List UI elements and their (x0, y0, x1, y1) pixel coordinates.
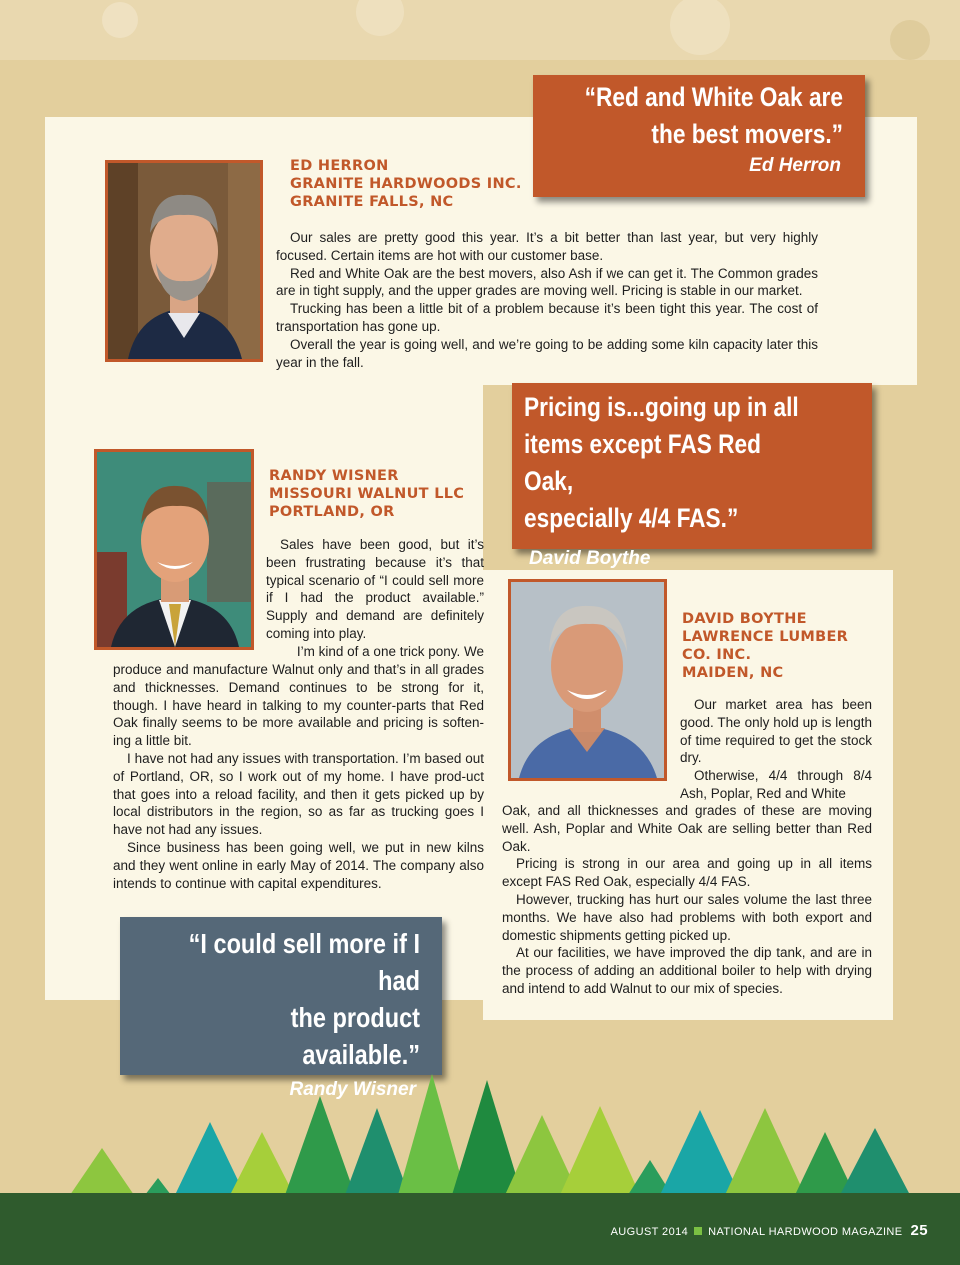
ed-herron-pull-quote (533, 75, 865, 197)
david-boythe-byline (682, 610, 848, 682)
david-boythe-paragraph-2-start: Otherwise, 4/4 through 8/4 Ash, Poplar, Red and White (680, 768, 872, 801)
david-boythe-company-line-2: CO. INC. (682, 647, 752, 663)
randy-wisner-paragraph-1: Sales have been good, but it’s been frustrating because it’s that typical scenario of “I could sell more if I had the product available.” Supply and demand are definitely coming into play. (266, 537, 484, 641)
david-boythe-article-top (680, 696, 872, 803)
square-bullet-icon (694, 1227, 702, 1235)
david-boythe-paragraph-2-cont: Oak, and all thicknesses and grades of these are moving well. Ash, Poplar and White Oak are selling better than Red Oak. (502, 803, 872, 854)
randy-wisner-pull-quote (120, 917, 442, 1100)
randy-wisner-quote-line-2: the product available.” (290, 1002, 420, 1070)
ed-herron-paragraph-3: Trucking has been a little bit of a problem because it’s been tight this year. The cost of transportation has gone up. (276, 301, 818, 334)
david-boythe-company-line-1: LAWRENCE LUMBER (682, 629, 849, 645)
ed-herron-quote-author: Ed Herron (749, 155, 841, 176)
ed-herron-name: ED HERRON (290, 158, 389, 174)
david-boythe-paragraph-4: However, trucking has hurt our sales volume the last three months. We have also had problems with both export and domestic shipments getting picked up. (502, 891, 872, 943)
randy-wisner-paragraph-4: Since business has been going well, we put in new kilns and they went online in early May of 2014. The company also intends to continue with capital expenditures. (113, 839, 484, 891)
david-boythe-article-bottom (502, 802, 872, 998)
footer-magazine: NATIONAL HARDWOOD MAGAZINE (708, 1226, 903, 1238)
david-boythe-quote-author: David Boythe (529, 548, 651, 569)
david-boythe-name: DAVID BOYTHE (682, 611, 807, 627)
footer-credit (611, 1222, 928, 1239)
randy-wisner-paragraph-2-cont: produce and manufacture Walnut only and that’s in all grades and thicknesses. Demand continues to be strong for it, though. I have heard in talking to my counter-parts that Red Oak finally seems to be more available and pricing is soften-ing a little bit. (113, 662, 484, 749)
ed-herron-paragraph-4: Overall the year is going well, and we’re going to be adding some kiln capacity later this year in the fall. (276, 336, 818, 370)
david-boythe-quote-line-2: items except FAS Red Oak, (524, 429, 761, 496)
ed-herron-quote-line-1: “Red and White Oak are (584, 82, 843, 112)
david-boythe-quote-line-3: especially 4/4 FAS.” (524, 503, 739, 533)
randy-wisner-name: RANDY WISNER (269, 468, 399, 484)
david-boythe-quote-line-1: Pricing is...going up in all (524, 392, 799, 422)
randy-wisner-company: MISSOURI WALNUT LLC (269, 486, 465, 502)
ed-herron-quote-line-2: the best movers.” (651, 119, 843, 149)
david-boythe-paragraph-1: Our market area has been good. The only hold up is length of time required to get the stock dry. (680, 697, 872, 766)
ed-herron-location: GRANITE FALLS, NC (290, 194, 454, 210)
randy-wisner-article-bottom (113, 661, 484, 892)
randy-wisner-paragraph-2-start: I’m kind of a one trick pony. We (296, 643, 484, 659)
randy-wisner-article-top (266, 536, 484, 661)
david-boythe-photo (508, 579, 667, 781)
randy-wisner-byline (269, 467, 464, 521)
ed-herron-company: GRANITE HARDWOODS INC. (290, 176, 522, 192)
ed-herron-byline (290, 157, 522, 211)
david-boythe-paragraph-3: Pricing is strong in our area and going up in all items except FAS Red Oak, especially 4/4 FAS. (502, 856, 872, 890)
ed-herron-paragraph-2: Red and White Oak are the best movers, also Ash if we can get it. The Common grades are in tight supply, and the upper grades are moving well. Pricing is stable in our market. (276, 265, 818, 299)
ed-herron-photo (105, 160, 263, 362)
randy-wisner-photo (94, 449, 254, 650)
randy-wisner-quote-line-1: “I could sell more if I had (188, 928, 420, 996)
tree-illustration (0, 1060, 960, 1200)
page-footer (0, 1193, 960, 1265)
ed-herron-article (276, 229, 818, 371)
david-boythe-pull-quote (512, 383, 872, 569)
footer-issue: AUGUST 2014 (610, 1226, 689, 1238)
david-boythe-paragraph-5: At our facilities, we have improved the dip tank, and are in the process of adding an additional boiler to help with drying and intend to add Walnut to our mix of species. (502, 945, 872, 996)
randy-wisner-location: PORTLAND, OR (269, 504, 395, 520)
david-boythe-location: MAIDEN, NC (682, 665, 784, 681)
page-number: 25 (910, 1222, 928, 1239)
randy-wisner-paragraph-3: I have not had any issues with transportation. I’m based out of Portland, OR, so I work out of my home. I have prod-uct that goes into a reload facility, and then it gets picked up by local distributors in the region, so as far as trucking goes I have not had any issues. (113, 750, 484, 838)
ed-herron-paragraph-1: Our sales are pretty good this year. It’s a bit better than last year, but very highly focused. Certain items are hot with our customer base. (276, 230, 818, 263)
randy-wisner-quote-author: Randy Wisner (289, 1079, 416, 1100)
